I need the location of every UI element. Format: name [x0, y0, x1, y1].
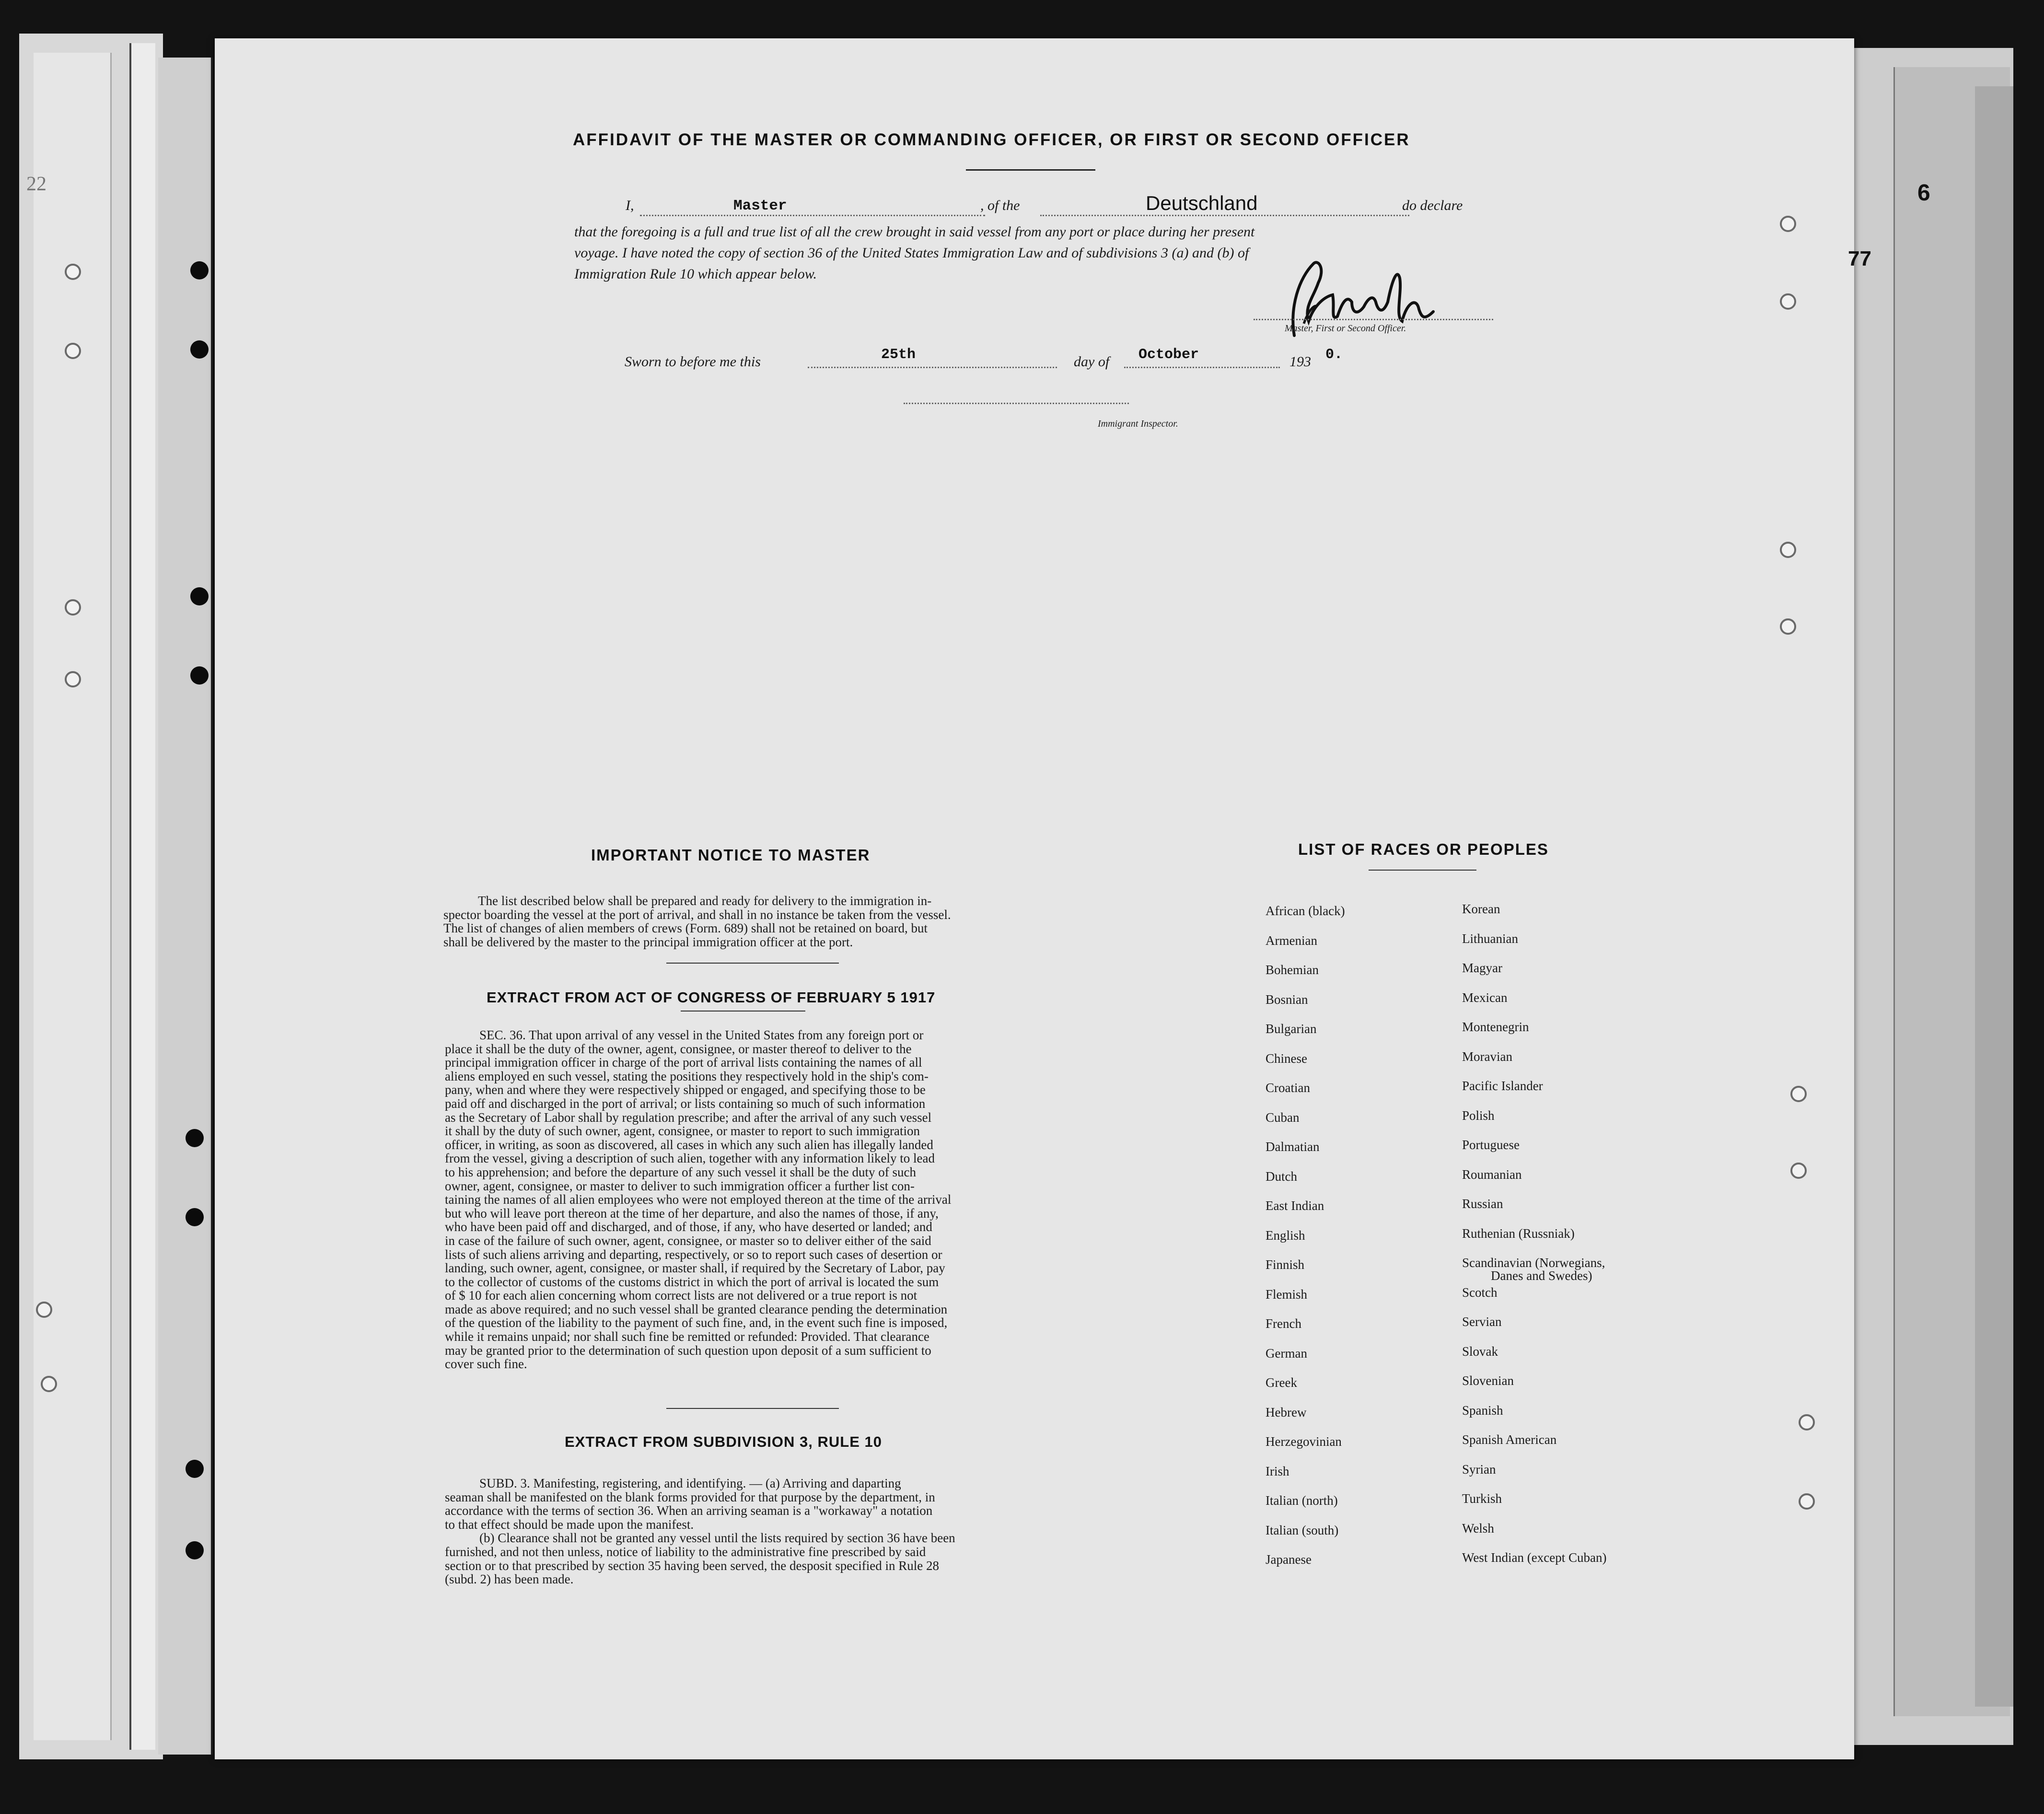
race-item: Magyar [1462, 961, 1502, 975]
notice-line: shall be delivered by the master to the principal immigration officer at the port. [443, 934, 853, 949]
races-rule [1369, 870, 1476, 871]
rule-extract-text [445, 1477, 1039, 1586]
signature-line [1254, 319, 1493, 320]
rule-line: SUBD. 3. Manifesting, registering, and identifying. — (a) Arriving and daparting [479, 1476, 901, 1490]
page-number: 77 [1848, 247, 1871, 270]
rule-extract-title: EXTRACT FROM SUBDIVISION 3, RULE 10 [565, 1433, 882, 1450]
page-hole [1780, 293, 1796, 310]
race-item-multiline [1462, 1256, 1606, 1285]
race-item: West Indian (except Cuban) [1462, 1550, 1607, 1565]
sworn-day-line [808, 367, 1057, 368]
race-item: Lithuanian [1462, 931, 1518, 946]
affidavit-line-3: voyage. I have noted the copy of section 36 of the United States Immigration Law and of subdivisions 3 (a) and (b) of [574, 245, 1249, 261]
act-line: pany, when and where they were respectively shipped or engaged, and specifying those to be [445, 1082, 926, 1097]
left-page-edge [129, 43, 155, 1750]
race-item: African (black) [1266, 904, 1345, 918]
corner-digit: 6 [1917, 180, 1930, 206]
sworn-day-field: 25th [881, 347, 916, 363]
act-line: taining the names of all alien employees who were not employed thereon at the time of the arrival [445, 1192, 952, 1207]
act-extract-text [445, 1028, 1039, 1371]
race-item: Roumanian [1462, 1167, 1522, 1182]
notice-title: IMPORTANT NOTICE TO MASTER [591, 846, 871, 864]
race-item: Armenian [1266, 933, 1317, 948]
act-line: in case of the failure of such owner, agent, consignee, or master so to deliver either of the said [445, 1233, 931, 1248]
binder-hole [190, 666, 209, 685]
race-item: Dutch [1266, 1169, 1297, 1184]
race-item: French [1266, 1316, 1301, 1331]
right-page-edge [1975, 86, 2013, 1707]
race-item: Pacific Islander [1462, 1079, 1543, 1093]
inspector-line [904, 403, 1129, 404]
race-item: Turkish [1462, 1491, 1502, 1506]
race-item: Syrian [1462, 1462, 1496, 1477]
race-item: Montenegrin [1462, 1020, 1529, 1034]
race-item: Servian [1462, 1314, 1502, 1329]
act-line: officer, in writing, as soon as discovered, all cases in which any such alien has illegally landed [445, 1137, 933, 1152]
binder-hole [186, 1541, 204, 1559]
race-item: Scandinavian (Norwegians, [1462, 1256, 1605, 1270]
binder-hole [186, 1460, 204, 1478]
act-line: lists of such aliens arriving and departing, respectively, or so to report such cases of desertion or [445, 1247, 942, 1262]
year-suffix: 0. [1325, 347, 1343, 363]
race-item: Slovak [1462, 1344, 1498, 1359]
act-line: aliens employed en such vessel, stating the positions they respectively hold in the ship's com- [445, 1069, 929, 1083]
sworn-month-field: October [1138, 347, 1199, 363]
race-item: Welsh [1462, 1521, 1494, 1535]
race-item: Polish [1462, 1108, 1495, 1123]
race-item: Bulgarian [1266, 1022, 1317, 1036]
left-strip-hole [65, 671, 81, 687]
act-title-rule [681, 1011, 805, 1012]
page-hole [1799, 1414, 1815, 1430]
race-item: Italian (south) [1266, 1523, 1339, 1537]
left-strip-hole [65, 599, 81, 616]
race-list-right [1462, 902, 1606, 1580]
act-extract-title: EXTRACT FROM ACT OF CONGRESS OF FEBRUARY 5 1917 [487, 989, 936, 1006]
race-item: Dalmatian [1266, 1140, 1320, 1154]
notice-line: spector boarding the vessel at the port of arrival, and shall in no instance be taken from the vessel. [443, 907, 951, 922]
race-item: Bosnian [1266, 992, 1308, 1007]
act-line: owner, agent, consignee, or master to deliver to such immigration officer a further list con- [445, 1178, 915, 1193]
race-item: Finnish [1266, 1257, 1305, 1272]
act-line: it shall by the duty of such owner, agent, consignee, or master to report to such immigration [445, 1124, 920, 1139]
page-hole [1780, 618, 1796, 635]
page-hole [1790, 1086, 1807, 1102]
race-item: English [1266, 1228, 1305, 1243]
act-line: may be granted prior to the determination of such question upon deposit of a sum sufficient to [445, 1343, 931, 1358]
year-prefix: 193 [1289, 354, 1311, 370]
left-strip-hole [65, 343, 81, 359]
act-line: landing, such owner, agent, consignee, or master shall, if required by the Secretary of Labor, pay [445, 1261, 945, 1276]
race-item: Croatian [1266, 1081, 1310, 1095]
race-item: Moravian [1462, 1049, 1512, 1064]
binder-hole [186, 1129, 204, 1147]
rule-line: seaman shall be manifested on the blank forms provided for that purpose by the department, in [445, 1489, 935, 1504]
affidavit-do-declare: do declare [1402, 198, 1463, 213]
act-line: to his apprehension; and before the departure of any such vessel it shall be the duty of such [445, 1164, 916, 1179]
signature-caption: Master, First or Second Officer. [1285, 323, 1406, 334]
affidavit-of-the: , of the [980, 198, 1020, 213]
left-page-strip [34, 53, 112, 1740]
race-item: Bohemian [1266, 963, 1319, 977]
race-item: Portuguese [1462, 1138, 1520, 1152]
race-item: Russian [1462, 1197, 1503, 1211]
rule-line: (subd. 2) has been made. [445, 1572, 574, 1587]
race-item: Spanish [1462, 1403, 1503, 1418]
officer-title-field: Master [733, 198, 787, 214]
binder-hole [190, 340, 209, 359]
act-line: of $ 10 for each alien concerning whom correct lists are not delivered or a true report is not [445, 1288, 917, 1303]
race-item: Scotch [1462, 1285, 1498, 1300]
race-item: Flemish [1266, 1287, 1308, 1302]
rule-line: to that effect should be made upon the manifest. [445, 1517, 694, 1532]
rule-line: furnished, and not then unless, notice of liability to the administrative fine prescribed by said [445, 1544, 926, 1559]
race-item-continuation: Danes and Swedes) [1491, 1268, 1592, 1283]
act-line: while it remains unpaid; nor shall such fine be remitted or refunded: Provided. That clearance [445, 1329, 929, 1344]
inspector-caption: Immigrant Inspector. [1098, 419, 1178, 429]
act-end-rule [666, 1408, 839, 1409]
race-item: Herzegovinian [1266, 1434, 1342, 1449]
binder-hole [186, 1208, 204, 1226]
affidavit-title: AFFIDAVIT OF THE MASTER OR COMMANDING OFFICER, OR FIRST OR SECOND OFFICER [573, 130, 1410, 149]
notice-text [443, 894, 1038, 949]
act-line: of the question of the liability to the payment of such fine, and, in the event such fine is imposed, [445, 1315, 948, 1330]
race-item: Ruthenian (Russniak) [1462, 1226, 1575, 1241]
affidavit-i: I, [626, 198, 634, 213]
race-item: Greek [1266, 1375, 1297, 1390]
left-strip-hole [36, 1302, 52, 1318]
act-line: paid off and discharged in the port of arrival; or lists containing so much of such information [445, 1096, 926, 1111]
title-rule [966, 169, 1095, 171]
act-line: to the collector of customs of the customs district in which the port of arrival is located the sum [445, 1274, 939, 1289]
act-line: cover such fine. [445, 1357, 527, 1372]
race-item: Cuban [1266, 1110, 1300, 1125]
act-line: made as above required; and no such vessel shall be granted clearance pending the determination [445, 1302, 948, 1316]
act-line: place it shall be the duty of the owner, agent, consignee, or master thereof to deliver to the [445, 1041, 912, 1056]
page-hole [1799, 1493, 1815, 1510]
act-line: but who will leave port thereon at the time of her departure, and also the names of those, if any, [445, 1206, 939, 1221]
binder-gap [158, 58, 213, 1755]
rule-line: section or to that prescribed by section 35 having been served, the desposit specified in Rule 28 [445, 1558, 939, 1573]
page-hole [1780, 542, 1796, 558]
sworn-text: Sworn to before me this [625, 354, 761, 370]
race-item: Korean [1462, 902, 1500, 916]
race-item: Italian (north) [1266, 1493, 1338, 1508]
officer-title-line [640, 215, 985, 216]
race-item: Mexican [1462, 990, 1508, 1005]
binder-hole [190, 587, 209, 605]
act-line: as the Secretary of Labor shall by regulation prescribe; and after the arrival of any such vessel [445, 1110, 932, 1125]
affidavit-line-4: Immigration Rule 10 which appear below. [574, 266, 817, 282]
race-item: Spanish American [1462, 1432, 1557, 1447]
day-of-text: day of [1074, 354, 1110, 370]
race-item: German [1266, 1346, 1307, 1360]
race-item: Irish [1266, 1464, 1289, 1478]
rule-line: (b) Clearance shall not be granted any vessel until the lists required by section 36 have been [479, 1531, 955, 1546]
race-item: Hebrew [1266, 1405, 1307, 1419]
race-item: Chinese [1266, 1051, 1307, 1066]
left-strip-hole [41, 1376, 57, 1392]
sworn-month-line [1124, 367, 1280, 368]
act-line: from the vessel, giving a description of such alien, together with any information likely to lead [445, 1151, 935, 1166]
notice-line: The list described below shall be prepared and ready for delivery to the immigration in- [478, 894, 932, 908]
races-title: LIST OF RACES OR PEOPLES [1298, 840, 1549, 858]
page-hole [1780, 216, 1796, 232]
act-line: SEC. 36. That upon arrival of any vessel in the United States from any foreign port or [479, 1028, 924, 1042]
left-strip-hole [65, 264, 81, 280]
vessel-name-field: Deutschland [1146, 192, 1258, 214]
page-hole [1790, 1163, 1807, 1179]
notice-line: The list of changes of alien members of crews (Form. 689) shall not be retained on board, but [443, 921, 928, 936]
race-list-left [1266, 904, 1345, 1582]
act-line: who have been paid off and discharged, and of those, if any, who have deserted or landed; and [445, 1220, 932, 1234]
vessel-name-line [1040, 215, 1409, 216]
left-strip-number: 22 [26, 173, 46, 195]
race-item: Slovenian [1462, 1373, 1514, 1388]
act-line: principal immigration officer in charge of the port of arrival lists containing the names of all [445, 1055, 922, 1070]
affidavit-line-2: that the foregoing is a full and true list of all the crew brought in said vessel from any port or place during her present [574, 224, 1255, 240]
notice-rule [666, 963, 839, 964]
rule-line: accordance with the terms of section 36. When an arriving seaman is a "workaway" a notation [445, 1503, 933, 1518]
race-item: Japanese [1266, 1552, 1312, 1567]
binder-hole [190, 261, 209, 279]
race-item: East Indian [1266, 1198, 1324, 1213]
